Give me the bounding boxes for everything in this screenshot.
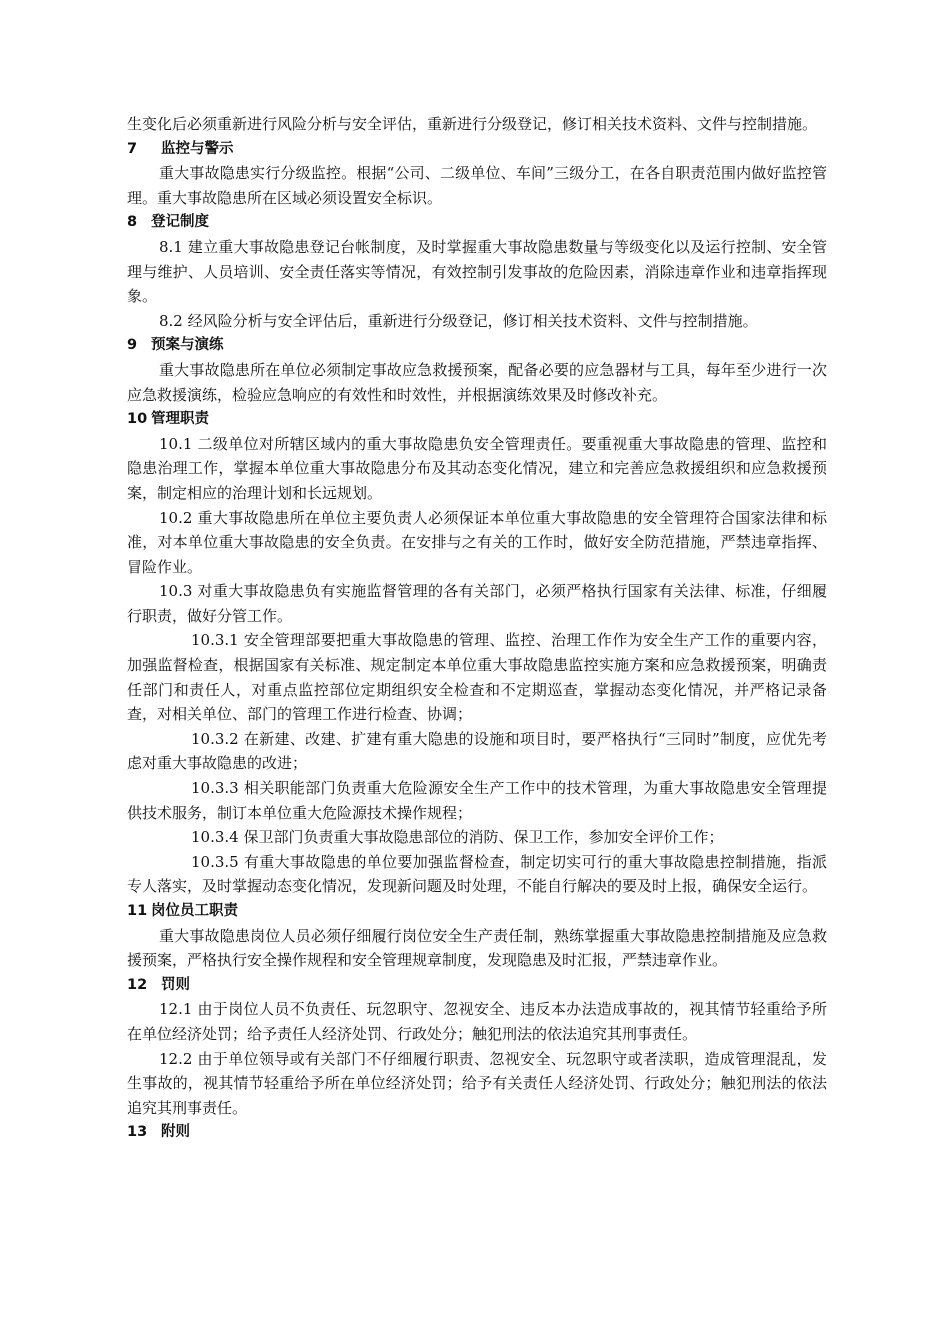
section-12-heading — [127, 973, 827, 998]
section-9-heading — [127, 333, 827, 358]
section-9-paragraph: 重大事故隐患所在单位必须制定事故应急救援预案，配备必要的应急器材与工具，每年至少进行一次应急救援演练，检验应急响应的有效性和时效性，并根据演练效果及时修改补充。 — [127, 360, 827, 404]
section-8-heading — [127, 210, 827, 235]
section-7-heading — [127, 137, 827, 162]
section-title: 罚则 — [161, 976, 190, 993]
section-title: 管理职责 — [151, 411, 209, 428]
section-title: 监控与警示 — [161, 140, 234, 157]
clause-10-3: 10.3 对重大事故隐患负有实施监督管理的各有关部门，必须严格执行国家有关法律、标准，仔细履行职责，做好分管工作。 — [127, 582, 827, 625]
clause-10-3-3: 10.3.3 相关职能部门负责重大危险源安全生产工作中的技术管理，为重大事故隐患安全管理提供技术服务，制订本单位重大危险源技术操作规程； — [127, 779, 827, 822]
clause-10-3-2: 10.3.2 在新建、改建、扩建有重大隐患的设施和项目时，要严格执行“三同时”制度，应优先考虑对重大事故隐患的改进； — [127, 729, 827, 773]
intro-paragraph: 生变化后必须重新进行风险分析与安全评估，重新进行分级登记，修订相关技术资料、文件与控制措施。 — [127, 115, 818, 133]
section-number: 12 — [127, 976, 148, 993]
section-number: 8 — [127, 214, 138, 231]
section-number: 10 — [127, 411, 148, 428]
section-title: 登记制度 — [151, 214, 209, 231]
clause-10-2: 10.2 重大事故隐患所在单位主要负责人必须保证本单位重大事故隐患的安全管理符合国家法律和标准，对本单位重大事故隐患的安全负责。在安排与之有关的工作时，做好安全防范措施，严禁违章指挥、冒险作业。 — [127, 508, 827, 576]
clause-12-2: 12.2 由于单位领导或有关部门不仔细履行职责、忽视安全、玩忽职守或者渎职，造成管理混乱，发生事故的，视其情节轻重给予所在单位经济处罚；给予有关责任人经济处罚、行政处分；触犯刑法的依法追究其刑事责任。 — [127, 1049, 827, 1117]
section-title: 岗位员工职责 — [151, 903, 238, 919]
section-title: 预案与演练 — [151, 337, 224, 354]
clause-10-3-5: 10.3.5 有重大事故隐患的单位要加强监督检查，制定切实可行的重大事故隐患控制措施，指派专人落实，及时掌握动态变化情况，发现新问题及时处理，不能自行解决的要及时上报，确保安全运行。 — [127, 852, 827, 896]
section-number: 9 — [127, 337, 138, 354]
section-number: 11 — [127, 903, 148, 919]
section-11-heading — [127, 899, 827, 924]
clause-8-1: 8.1 建立重大事故隐患登记台帐制度，及时掌握重大事故隐患数量与等级变化以及运行控制、安全管理与维护、人员培训、安全责任落实等情况，有效控制引发事故的危险因素，消除违章作业和违章指挥现象。 — [127, 237, 827, 306]
section-13-heading — [127, 1120, 827, 1145]
clause-12-1: 12.1 由于岗位人员不负责任、玩忽职守、忽视安全、违反本办法造成事故的，视其情节轻重给予所在单位经济处罚；给予责任人经济处罚、行政处分；触犯刑法的依法追究其刑事责任。 — [127, 1000, 827, 1043]
section-7-paragraph: 重大事故隐患实行分级监控。根据“公司、二级单位、车间”三级分工，在各自职责范围内做好监控管理。重大事故隐患所在区域必须设置安全标识。 — [127, 164, 827, 207]
clause-10-3-4: 10.3.4 保卫部门负责重大事故隐患部位的消防、保卫工作，参加安全评价工作； — [191, 828, 724, 847]
section-10-heading — [127, 407, 827, 432]
clause-10-3-1: 10.3.1 安全管理部要把重大事故隐患的管理、监控、治理工作作为安全生产工作的重要内容，加强监督检查，根据国家有关标准、规定制定本单位重大事故隐患监控实施方案和应急救援预案，明确责任部门和责任人，对重点监控部位定期组织安全检查和不定期巡查，掌握动态变化情况，并严格记录备查，对相关单位、部门的管理工作进行检查、协调； — [127, 631, 827, 724]
section-number: 13 — [127, 1124, 148, 1141]
document-page — [127, 112, 827, 1145]
clause-8-2: 8.2 经风险分析与安全评估后，重新进行分级登记，修订相关技术资料、文件与控制措施。 — [159, 311, 758, 330]
section-11-paragraph: 重大事故隐患岗位人员必须仔细履行岗位安全生产责任制，熟练掌握重大事故隐患控制措施及应急救援预案，严格执行安全操作规程和安全管理规章制度，发现隐患及时汇报，严禁违章作业。 — [127, 926, 827, 970]
section-number: 7 — [127, 140, 138, 157]
section-title: 附则 — [161, 1124, 190, 1141]
clause-10-1: 10.1 二级单位对所辖区域内的重大事故隐患负安全管理责任。要重视重大事故隐患的管理、监控和隐患治理工作，掌握本单位重大事故隐患分布及其动态变化情况，建立和完善应急救援组织和应急救援预案，制定相应的治理计划和长远规划。 — [127, 434, 827, 502]
